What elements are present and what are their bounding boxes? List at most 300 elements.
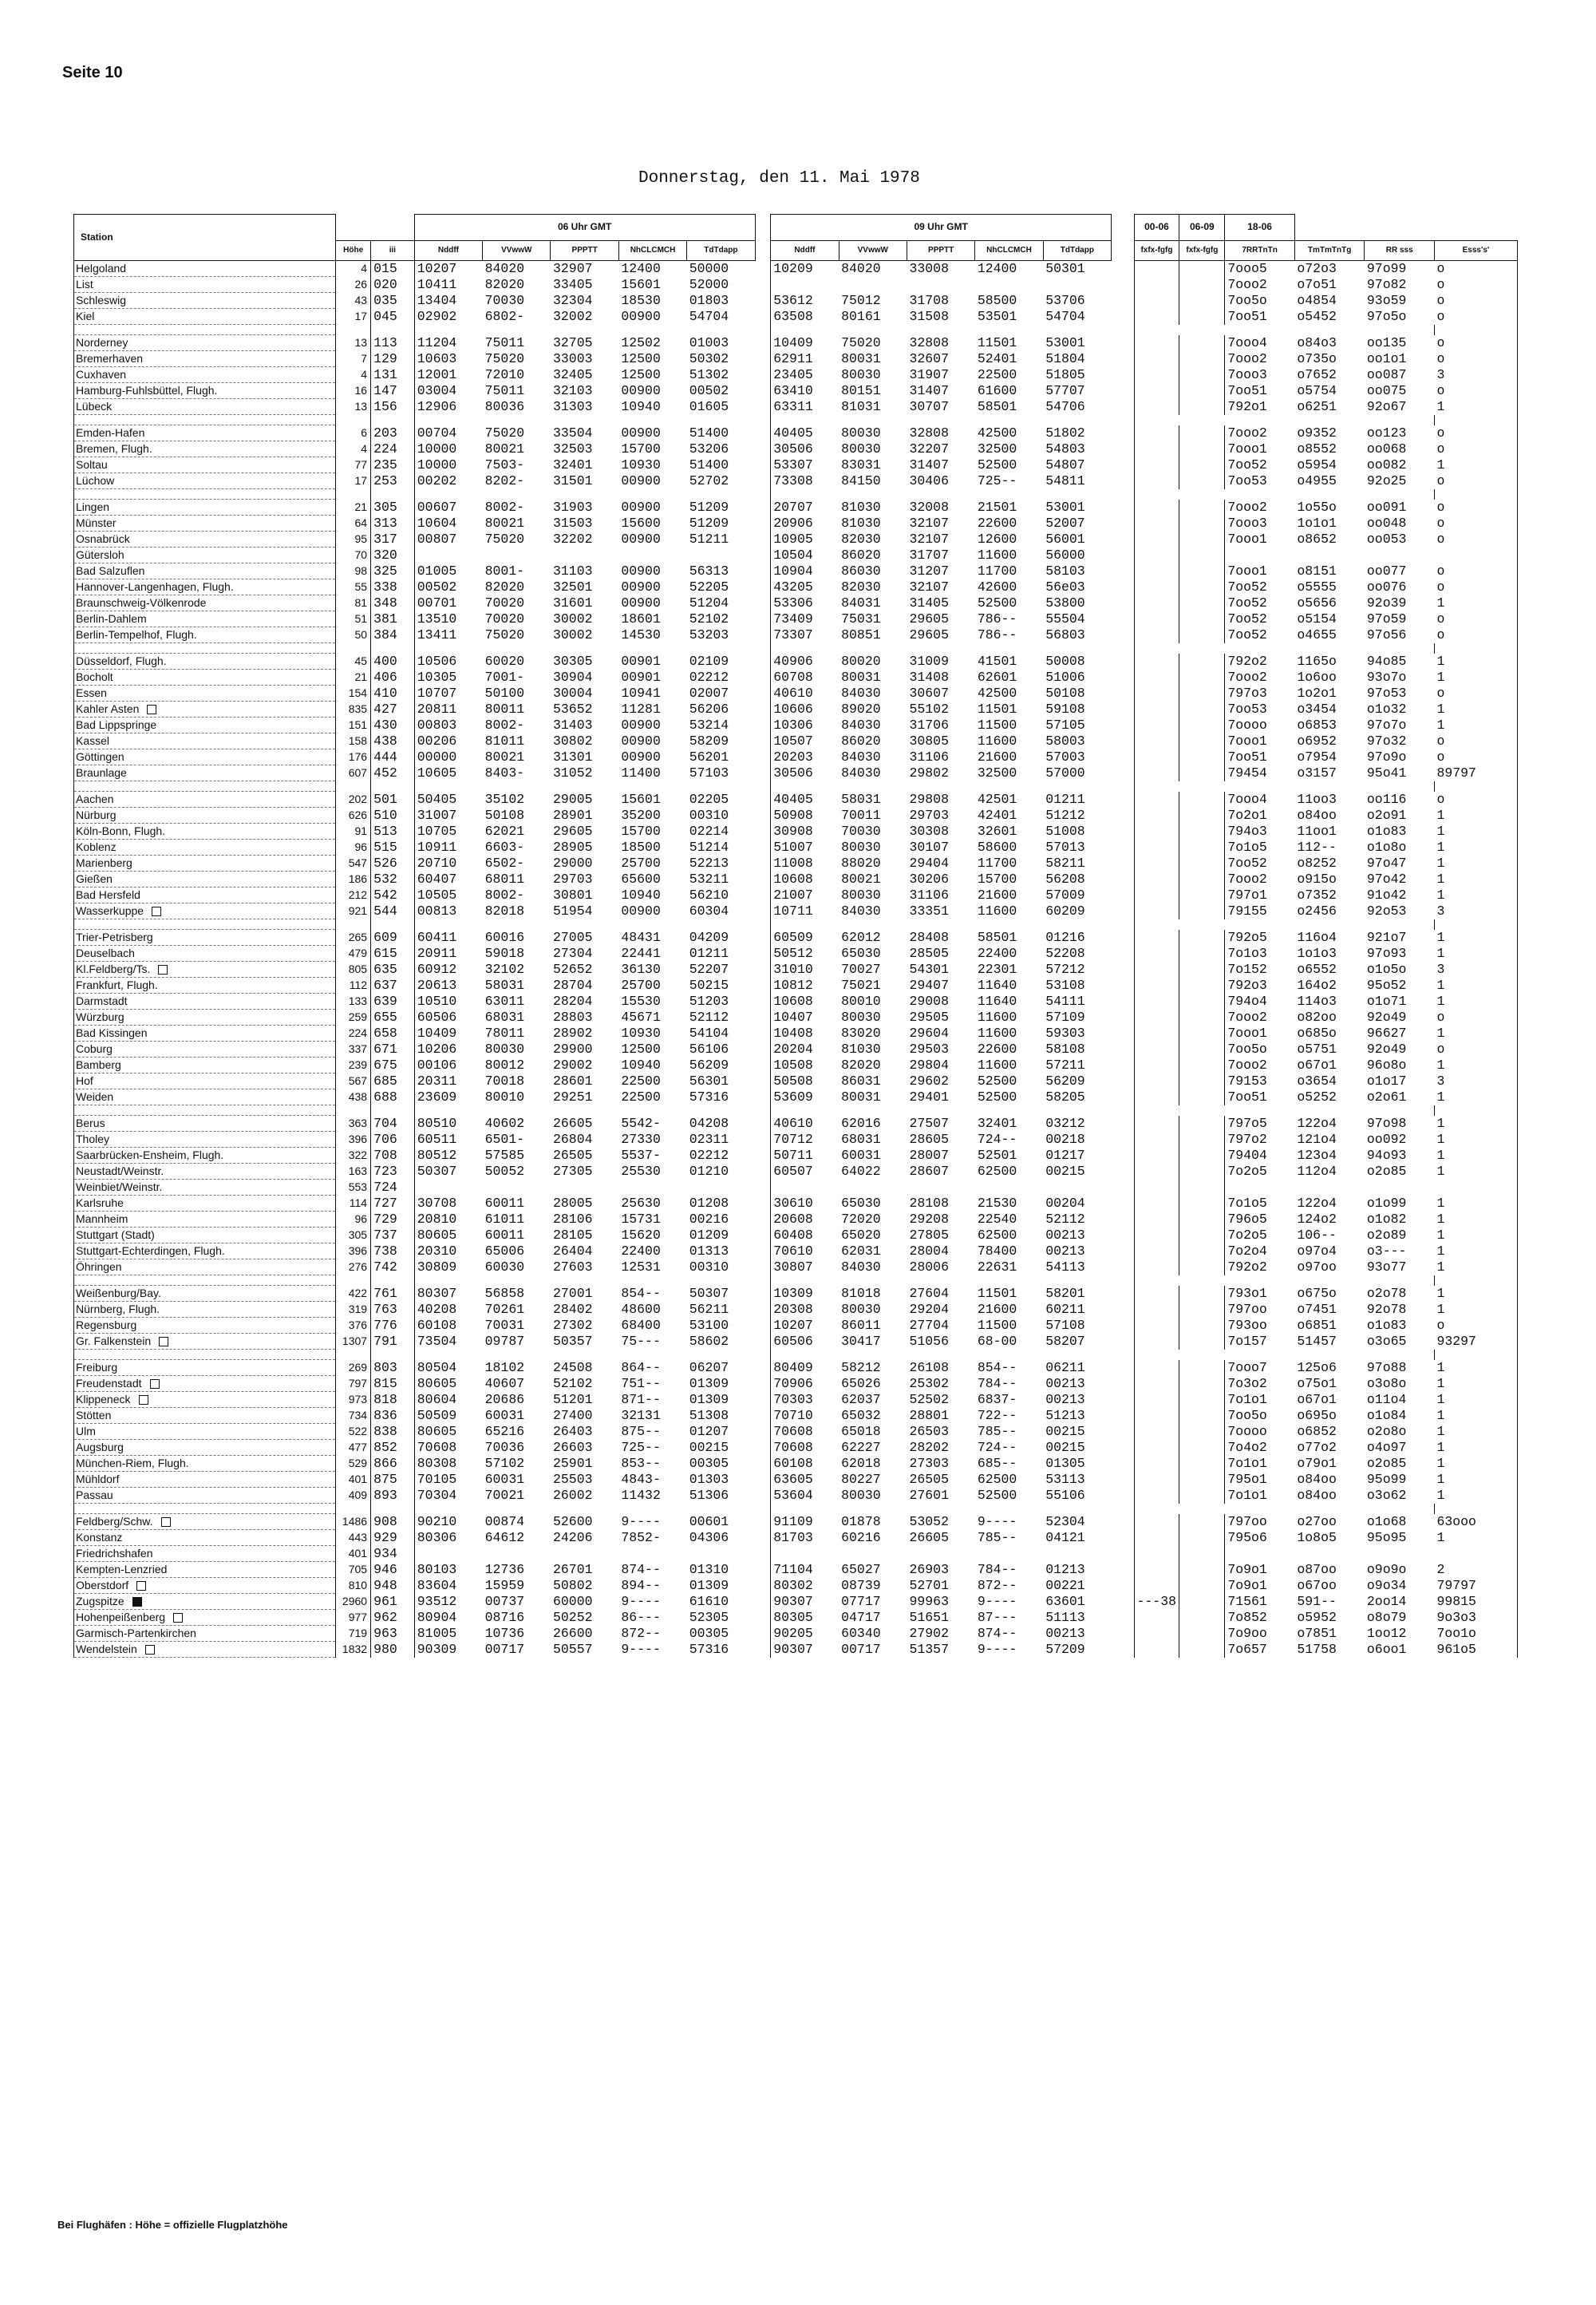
obs06-pressure-temp: 31301: [552, 749, 593, 765]
station-name: [74, 1180, 336, 1196]
station-row: [74, 1212, 1518, 1228]
obs06-pressure-temp: 28803: [552, 1010, 593, 1025]
obs06-wind: 13510: [414, 611, 482, 627]
spacer: [1112, 1228, 1134, 1243]
snow-state-group: 1: [1434, 978, 1517, 994]
obs06-dewpoint: 56106: [689, 1042, 729, 1057]
precip-snow-group: o1o17: [1366, 1073, 1407, 1089]
precip-temp-group: 7ooo1: [1225, 532, 1295, 548]
obs06-clouds: 27330: [621, 1132, 661, 1147]
obs09-clouds: 87---: [977, 1610, 1017, 1625]
gust-00-06: [1134, 840, 1179, 856]
group-separator: [74, 415, 1518, 425]
obs09-dewpoint: 58207: [1045, 1334, 1085, 1349]
station-name: [74, 1132, 336, 1148]
station-row: [74, 962, 1518, 978]
obs09-dewpoint: 60209: [1045, 903, 1085, 919]
extreme-temp-group: 116o4: [1297, 930, 1337, 945]
spacer: [755, 1610, 771, 1626]
obs09-visibility-weather: 86011: [841, 1318, 881, 1333]
obs06-clouds: 00900: [621, 473, 661, 488]
station-index: 706: [373, 1132, 397, 1147]
col-clouds-09: NhCLCMCH: [975, 241, 1043, 261]
station-index: 929: [373, 1530, 397, 1545]
obs06-wind: 10707: [414, 686, 482, 702]
obs06-visibility-weather: 10736: [484, 1626, 525, 1641]
gust-06-09: [1179, 1530, 1225, 1546]
precip-temp-group: 7ooo2: [1225, 500, 1295, 516]
obs06-wind: 12001: [414, 367, 482, 383]
obs09-pressure-temp: 52701: [909, 1578, 949, 1593]
obs09-visibility-weather: 80030: [841, 840, 881, 855]
station-name: [74, 1073, 336, 1089]
obs06-wind: 73504: [414, 1334, 482, 1350]
spacer: [755, 702, 771, 718]
spacer: [1112, 1360, 1134, 1376]
obs06-pressure-temp: 30002: [552, 611, 593, 627]
station-height: 305: [336, 1228, 371, 1243]
obs09-pressure-temp: 30107: [909, 840, 949, 855]
obs09-wind: 60108: [771, 1456, 839, 1472]
station-height: 396: [336, 1132, 371, 1148]
station-name: [74, 1302, 336, 1318]
obs09-visibility-weather: 80030: [841, 888, 881, 903]
obs09-dewpoint: 58003: [1045, 733, 1085, 749]
obs06-dewpoint: 56206: [689, 702, 729, 717]
obs09-clouds: 11501: [977, 1286, 1017, 1301]
obs09-visibility-weather: 72020: [841, 1212, 881, 1227]
snow-state-group: 9o3o3: [1434, 1610, 1517, 1626]
obs06-wind: 80605: [414, 1424, 482, 1440]
obs06-visibility-weather: 68011: [484, 872, 525, 887]
station-index: 384: [373, 627, 397, 642]
obs06-visibility-weather: 64612: [484, 1530, 525, 1545]
station-row: [74, 1334, 1518, 1350]
station-name-label: Bad Kissingen: [76, 1026, 148, 1039]
spacer: [1112, 579, 1134, 595]
obs09-dewpoint: 57209: [1045, 1642, 1085, 1657]
gust-06-09: [1179, 425, 1225, 441]
obs09-visibility-weather: 89020: [841, 702, 881, 717]
obs09-visibility-weather: 82020: [841, 1058, 881, 1073]
obs09-clouds: 724--: [977, 1440, 1017, 1455]
extreme-temp-group: [1294, 1546, 1365, 1562]
gust-00-06: [1134, 1089, 1179, 1105]
obs06-wind: 90309: [414, 1642, 482, 1658]
obs09-clouds: 62500: [977, 1164, 1017, 1179]
obs09-dewpoint: 00213: [1045, 1392, 1085, 1407]
obs06-wind: 23609: [414, 1089, 482, 1105]
mountain-station-marker-icon: [152, 907, 161, 916]
precip-snow-group: 91o42: [1366, 888, 1407, 903]
obs06-pressure-temp: 28901: [552, 808, 593, 823]
obs09-clouds: 42500: [977, 686, 1017, 701]
mountain-station-marker-icon: [145, 1645, 155, 1655]
obs09-pressure-temp: 29604: [909, 1026, 949, 1041]
gust-00-06: [1134, 1360, 1179, 1376]
precip-temp-group: 7o2o5: [1225, 1164, 1295, 1180]
group-separator: [74, 1105, 1518, 1116]
gust-00-06: [1134, 1132, 1179, 1148]
obs06-dewpoint: 00216: [689, 1212, 729, 1227]
obs06-visibility-weather: 56858: [484, 1286, 525, 1301]
spacer: [755, 563, 771, 579]
gust-06-09: [1179, 856, 1225, 872]
obs09-wind: 11008: [771, 856, 839, 872]
obs09-pressure-temp: 29802: [909, 765, 949, 781]
snow-state-group: o: [1434, 686, 1517, 702]
obs09-clouds: 52401: [977, 351, 1017, 366]
gust-06-09: [1179, 1026, 1225, 1042]
precip-temp-group: 7o2o1: [1225, 808, 1295, 824]
station-row: [74, 888, 1518, 903]
obs06-pressure-temp: 24508: [552, 1360, 593, 1375]
station-row: [74, 765, 1518, 781]
precip-temp-group: 7o9o1: [1225, 1578, 1295, 1594]
spacer: [755, 840, 771, 856]
obs09-dewpoint: 01216: [1045, 930, 1085, 945]
obs09-dewpoint: 00204: [1045, 1196, 1085, 1211]
obs06-visibility-weather: 70018: [484, 1073, 525, 1089]
obs09-pressure-temp: 51651: [909, 1610, 949, 1625]
obs06-clouds: 15530: [621, 994, 661, 1009]
obs06-wind: 00607: [414, 500, 482, 516]
gust-00-06: [1134, 1164, 1179, 1180]
obs06-wind: 50307: [414, 1164, 482, 1180]
precip-snow-group: oo048: [1366, 516, 1407, 531]
snow-state-group: 3: [1434, 903, 1517, 919]
obs09-wind: 51007: [771, 840, 839, 856]
station-name-label: Hof: [76, 1074, 93, 1087]
obs06-clouds: 00900: [621, 563, 661, 579]
station-row: [74, 611, 1518, 627]
station-name: [74, 383, 336, 399]
station-name: [74, 1058, 336, 1073]
extreme-temp-group: o77o2: [1297, 1440, 1337, 1455]
station-row: [74, 654, 1518, 670]
spacer: [755, 1318, 771, 1334]
obs06-clouds: 18500: [621, 840, 661, 855]
station-row: [74, 1180, 1518, 1196]
obs06-clouds: 36130: [621, 962, 661, 977]
obs09-visibility-weather: 80161: [841, 309, 881, 324]
gust-00-06: [1134, 1148, 1179, 1164]
obs09-dewpoint: 00213: [1045, 1228, 1085, 1243]
gust-06-09: [1179, 1610, 1225, 1626]
obs06-clouds: 751--: [621, 1376, 661, 1391]
station-row: [74, 1164, 1518, 1180]
obs06-wind: 50405: [414, 792, 482, 808]
obs06-dewpoint: 53206: [689, 441, 729, 457]
station-index: 129: [373, 351, 397, 366]
obs09-pressure-temp: 31706: [909, 718, 949, 733]
spacer: [1112, 595, 1134, 611]
precip-temp-group: 7o9oo: [1225, 1626, 1295, 1642]
gust-06-09: [1179, 1578, 1225, 1594]
station-index: 615: [373, 946, 397, 961]
obs09-pressure-temp: 28108: [909, 1196, 949, 1211]
spacer: [1112, 1456, 1134, 1472]
obs06-pressure-temp: 31303: [552, 399, 593, 414]
obs06-clouds: 45671: [621, 1010, 661, 1025]
station-height: 176: [336, 749, 371, 765]
extreme-temp-group: o3157: [1297, 765, 1337, 781]
station-row: [74, 1243, 1518, 1259]
obs06-pressure-temp: 30004: [552, 686, 593, 701]
group-separator: [74, 325, 1518, 335]
gust-06-09: [1179, 1546, 1225, 1562]
extreme-temp-group: o67oo: [1297, 1578, 1337, 1593]
gust-06-09: [1179, 595, 1225, 611]
obs09-dewpoint: 01217: [1045, 1148, 1085, 1163]
spacer: [755, 1196, 771, 1212]
obs09-dewpoint: 54807: [1045, 457, 1085, 472]
obs09-wind: 80409: [771, 1360, 839, 1376]
extreme-temp-group: 1o1o3: [1297, 946, 1337, 961]
station-row: [74, 277, 1518, 293]
station-index: 305: [373, 500, 397, 515]
gust-06-09: [1179, 840, 1225, 856]
obs06-visibility-weather: 40602: [484, 1116, 525, 1131]
spacer: [1112, 1259, 1134, 1275]
obs06-pressure-temp: 27603: [552, 1259, 593, 1275]
obs06-clouds: 00900: [621, 595, 661, 611]
station-index: 791: [373, 1334, 397, 1349]
gust-06-09: [1179, 1376, 1225, 1392]
gust-00-06: [1134, 441, 1179, 457]
gust-00-06: [1134, 1392, 1179, 1408]
obs09-dewpoint: 51213: [1045, 1408, 1085, 1423]
station-name-label: Münster: [76, 516, 117, 529]
obs09-clouds: 22600: [977, 1042, 1017, 1057]
gust-06-09: [1179, 749, 1225, 765]
spacer: [755, 1132, 771, 1148]
gust-00-06: [1134, 457, 1179, 473]
obs09-clouds: 11600: [977, 1010, 1017, 1025]
obs06-visibility-weather: 40607: [484, 1376, 525, 1391]
obs06-visibility-weather: 50100: [484, 686, 525, 701]
obs09-dewpoint: 52304: [1045, 1514, 1085, 1529]
gust-00-06: [1134, 335, 1179, 351]
obs09-dewpoint: 55106: [1045, 1488, 1085, 1503]
obs09-visibility-weather: 81018: [841, 1286, 881, 1301]
extreme-temp-group: o7652: [1297, 367, 1337, 382]
obs06-dewpoint: 57316: [689, 1642, 729, 1657]
obs06-clouds: 15600: [621, 516, 661, 531]
spacer: [755, 1010, 771, 1026]
station-height: 607: [336, 765, 371, 781]
station-height: 835: [336, 702, 371, 718]
gust-06-09: [1179, 824, 1225, 840]
obs06-dewpoint: 04208: [689, 1116, 729, 1131]
station-index: 708: [373, 1148, 397, 1163]
obs06-clouds: 5542-: [621, 1116, 661, 1131]
obs06-visibility-weather: 81011: [484, 733, 525, 749]
precip-snow-group: o2o85: [1366, 1164, 1407, 1179]
obs06-pressure-temp: 26404: [552, 1243, 593, 1259]
obs09-wind: 80305: [771, 1610, 839, 1626]
snow-state-group: 1: [1434, 1376, 1517, 1392]
obs06-pressure-temp: 51201: [552, 1392, 593, 1407]
extreme-temp-group: o735o: [1297, 351, 1337, 366]
obs09-dewpoint: 54706: [1045, 399, 1085, 414]
obs06-visibility-weather: 75011: [484, 335, 525, 350]
obs06-pressure-temp: 32103: [552, 383, 593, 398]
obs09-dewpoint: 55504: [1045, 611, 1085, 627]
precip-snow-group: 92o78: [1366, 1302, 1407, 1317]
precip-temp-group: 7oo52: [1225, 595, 1295, 611]
spacer: [1112, 1626, 1134, 1642]
obs06-pressure-temp: 29605: [552, 824, 593, 839]
station-index: 980: [373, 1642, 397, 1657]
station-index: 639: [373, 994, 397, 1009]
obs09-dewpoint: [1043, 1546, 1111, 1562]
precip-temp-group: 792o5: [1225, 930, 1295, 946]
obs06-visibility-weather: 00737: [484, 1594, 525, 1609]
precip-temp-group: 7ooo3: [1225, 367, 1295, 383]
spacer: [1112, 277, 1134, 293]
gust-06-09: [1179, 1196, 1225, 1212]
obs09-wind: 10905: [771, 532, 839, 548]
obs09-dewpoint: 00213: [1045, 1376, 1085, 1391]
obs06-dewpoint: 02007: [689, 686, 729, 701]
spacer: [755, 978, 771, 994]
obs09-wind: 50512: [771, 946, 839, 962]
obs06-clouds: 00900: [621, 733, 661, 749]
snow-state-group: o: [1434, 611, 1517, 627]
obs09-pressure-temp: 26108: [909, 1360, 949, 1375]
obs06-visibility-weather: 00717: [484, 1642, 525, 1657]
gust-00-06: [1134, 1546, 1179, 1562]
obs06-dewpoint: 56301: [689, 1073, 729, 1089]
obs09-visibility-weather: 81030: [841, 516, 881, 531]
snow-state-group: o: [1434, 335, 1517, 351]
station-name-label: Freudenstadt: [76, 1377, 142, 1390]
station-index: 035: [373, 293, 397, 308]
station-name-label: Bocholt: [76, 670, 113, 683]
extreme-temp-group: 123o4: [1297, 1148, 1337, 1163]
station-index: 908: [373, 1514, 397, 1529]
obs09-wind: 60408: [771, 1228, 839, 1243]
station-name: [74, 1376, 336, 1392]
station-index: 836: [373, 1408, 397, 1423]
obs09-visibility-weather: 82030: [841, 579, 881, 595]
extreme-temp-group: o82oo: [1297, 1010, 1337, 1025]
obs06-clouds: 15620: [621, 1228, 661, 1243]
extreme-temp-group: 164o2: [1297, 978, 1337, 993]
obs06-wind: 00813: [414, 903, 482, 919]
extreme-temp-group: o8151: [1297, 563, 1337, 579]
precip-temp-group: 7oo51: [1225, 383, 1295, 399]
gust-00-06: [1134, 1642, 1179, 1658]
station-name-label: Tholey: [76, 1133, 110, 1145]
col-precip-snow: RR sss: [1365, 241, 1435, 261]
station-name-label: Neustadt/Weinstr.: [76, 1164, 164, 1177]
precip-snow-group: oo092: [1366, 1132, 1407, 1147]
precip-temp-group: 7o2o5: [1225, 1228, 1295, 1243]
obs09-dewpoint: 57108: [1045, 1318, 1085, 1333]
station-name: [74, 1594, 336, 1610]
gust-06-09: [1179, 1243, 1225, 1259]
station-name: [74, 351, 336, 367]
station-name-label: Bad Hersfeld: [76, 888, 140, 901]
obs06-dewpoint: [687, 548, 755, 563]
extreme-temp-group: 106--: [1297, 1228, 1337, 1243]
spacer: [1112, 888, 1134, 903]
spacer: [755, 1440, 771, 1456]
station-name-label: Kiel: [76, 310, 95, 322]
station-index: 655: [373, 1010, 397, 1025]
gust-00-06: [1134, 1058, 1179, 1073]
obs09-wind: 62911: [771, 351, 839, 367]
obs09-clouds: 786--: [977, 611, 1017, 627]
station-name: [74, 670, 336, 686]
precip-snow-group: 97o53: [1366, 686, 1407, 701]
obs06-visibility-weather: 60011: [484, 1196, 525, 1211]
gust-06-09: [1179, 733, 1225, 749]
obs06-pressure-temp: 31052: [552, 765, 593, 781]
precip-temp-group: 7o1o1: [1225, 1392, 1295, 1408]
precip-temp-group: 7oo5o: [1225, 1408, 1295, 1424]
gust-00-06: [1134, 1243, 1179, 1259]
obs06-pressure-temp: 28402: [552, 1302, 593, 1317]
obs09-pressure-temp: 27507: [909, 1116, 949, 1131]
spacer: [1112, 930, 1134, 946]
station-index: 313: [373, 516, 397, 531]
obs09-dewpoint: 50008: [1045, 654, 1085, 669]
station-row: [74, 903, 1518, 919]
obs09-clouds: [975, 1180, 1043, 1196]
obs06-visibility-weather: 50052: [484, 1164, 525, 1179]
obs09-wind: 90307: [771, 1642, 839, 1658]
station-row: [74, 500, 1518, 516]
precip-snow-group: 97o59: [1366, 611, 1407, 627]
gust-00-06: [1134, 1286, 1179, 1302]
obs09-pressure-temp: 29008: [909, 994, 949, 1009]
obs09-dewpoint: 00215: [1045, 1424, 1085, 1439]
spacer: [755, 686, 771, 702]
obs06-clouds: 00900: [621, 309, 661, 324]
obs09-pressure-temp: 32808: [909, 335, 949, 350]
obs09-visibility-weather: 62018: [841, 1456, 881, 1471]
group-separator: [74, 1350, 1518, 1360]
obs09-wind: 90205: [771, 1626, 839, 1642]
precip-temp-group: 7ooo1: [1225, 441, 1295, 457]
group-separator: [74, 643, 1518, 654]
obs06-visibility-weather: 75020: [484, 351, 525, 366]
gust-06-09: [1179, 978, 1225, 994]
obs09-dewpoint: 56000: [1045, 548, 1085, 563]
obs09-clouds: 9----: [977, 1642, 1017, 1657]
station-name: [74, 1286, 336, 1302]
gust-00-06: [1134, 1424, 1179, 1440]
snow-state-group: o: [1434, 500, 1517, 516]
gust-00-06: [1134, 946, 1179, 962]
obs09-visibility-weather: 81030: [841, 1042, 881, 1057]
obs06-visibility-weather: 80021: [484, 516, 525, 531]
station-name: [74, 595, 336, 611]
obs09-visibility-weather: 80030: [841, 441, 881, 457]
station-name: [74, 903, 336, 919]
gust-00-06: [1134, 718, 1179, 733]
obs09-visibility-weather: 75012: [841, 293, 881, 308]
precip-snow-group: [1365, 1546, 1435, 1562]
station-row: [74, 718, 1518, 733]
obs06-visibility-weather: 78011: [484, 1026, 525, 1041]
spacer: [1112, 1286, 1134, 1302]
precip-temp-group: 7oo51: [1225, 749, 1295, 765]
group-00-06: 00-06: [1134, 215, 1179, 241]
